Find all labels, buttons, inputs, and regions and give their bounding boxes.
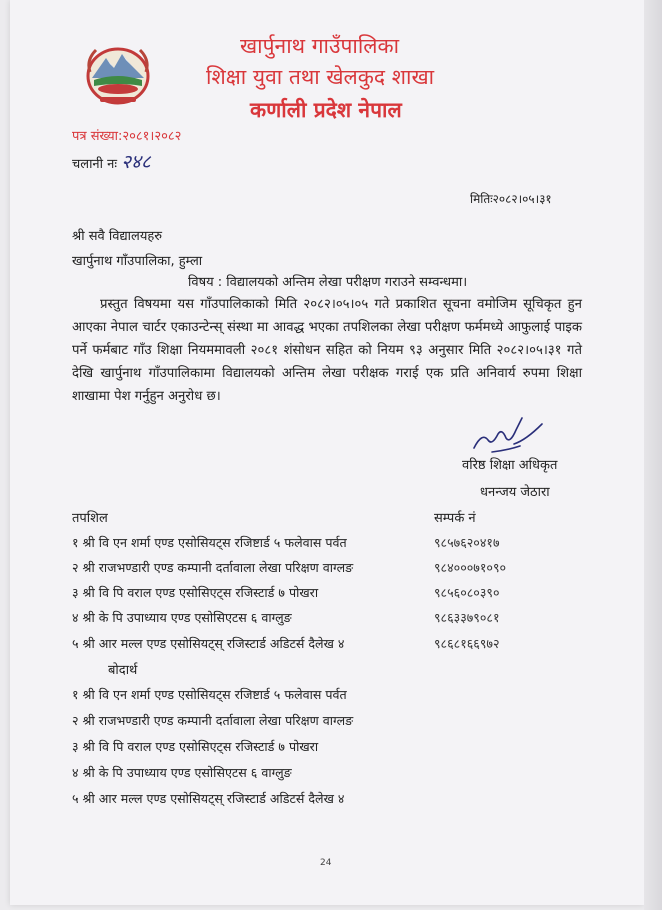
municipality-title: खार्पुनाथ गाउँपालिका [240,34,400,58]
body-paragraph: प्रस्तुत विषयमा यस गाँउपालिकाको मिति २०८२।०५।०५ गते प्रकाशित सूचना वमोजिम सूचिकृत हुन आएका नेपाल चार्टर एकाउन्टेन्स् संस्था मा आवद्ध भएका तपशिलका लेखा परीक्षण फर्ममध्ये आफुलाई पाइक पर्ने फर्मबाट गाँउ शिक्षा नियममावली २०८१ शंसोधन सहित को नियम ९३ अनुसार मिति २०८२।०५।३१ गते देखि खार्पुनाथ गाँउपालिकामा विद्यालयको अन्तिम लेखा परीक्षक गराई एक प्रति अनिवार्य रुपमा शिक्षा शाखामा पेश गर्नुहुन अनुरोध छ। [72,297,582,404]
nepal-emblem-icon [80,42,156,106]
list-item: २ श्री राजभण्डारी एण्ड कम्पानी दर्तावाला लेखा परिक्षण वाग्लङ [72,560,354,575]
letter-date: मितिः२०८२।०५।३१ [470,192,552,206]
letter-page [10,0,644,905]
page-edge [644,0,662,910]
list-item: १ श्री वि एन शर्मा एण्ड एसोसियट्स रजिष्टार्ड ५ फलेवास पर्वत [72,535,347,550]
page-number: 24 [320,858,332,868]
bodartha-item: ४ श्री के पि उपाध्याय एण्ड एसोसिएटस ६ वाग्लुङ [72,765,292,780]
bodartha-item: २ श्री राजभण्डारी एण्ड कम्पानी दर्तावाला लेखा परिक्षण वाग्लङ [72,713,354,728]
dispatch-number [72,148,151,174]
contact-number: ९८५७६२०४१७ [434,535,500,550]
contact-number: ९८६३३७९०८१ [434,610,500,625]
signatory-name: धनन्जय जेठारा [480,485,550,500]
letter-number [72,126,181,144]
addressee-line2: खार्पुनाथ गाँउपालिका, हुम्ला [72,254,203,269]
bodartha-item: १ श्री वि एन शर्मा एण्ड एसोसियट्स रजिष्टार्ड ५ फलेवास पर्वत [72,687,347,702]
list-item: ५ श्री आर मल्ल एण्ड एसोसियट्स् रजिस्टार्ड अडिटर्स दैलेख ४ [72,636,345,651]
province-title: कर्णाली प्रदेश नेपाल [250,98,402,122]
list-item: ४ श्री के पि उपाध्याय एण्ड एसोसिएटस ६ वाग्लुङ [72,610,292,625]
dispatch-value: २४८ [121,151,151,173]
letter-number-value: २०८१।२०८२ [122,129,182,144]
bodartha-item: ५ श्री आर मल्ल एण्ड एसोसियट्स् रजिस्टार्ड अडिटर्स दैलेख ४ [72,791,345,806]
signatory-designation: वरिष्ठ शिक्षा अधिकृत [462,458,558,473]
contact-number: ९८५६०८०३९० [434,585,500,600]
contact-number: ९८६८१६६९७२ [434,636,500,651]
list-item: ३ श्री वि पि वराल एण्ड एसोसिएट्स रजिस्टार्ड ७ पोखरा [72,585,319,600]
contact-heading: सम्पर्क नं [434,511,476,526]
contact-number: ९८४०००७१०९० [434,560,507,575]
signature-icon [468,410,548,458]
list-heading: तपशिल [72,511,108,526]
bodartha-item: ३ श्री वि पि वराल एण्ड एसोसिएट्स रजिस्टार्ड ७ पोखरा [72,739,319,754]
section-title: शिक्षा युवा तथा खेलकुद शाखा [206,65,435,89]
dispatch-label: चलानी नः [72,157,117,172]
letter-number-label: पत्र संख्या: [72,129,123,144]
bodartha-heading: बोदार्थ [108,663,138,678]
subject-line: विषय : विद्यालयको अन्तिम लेखा परीक्षण गराउने सम्वन्धमा। [188,275,468,290]
addressee-line1: श्री सवै विद्यालयहरु [72,229,163,244]
